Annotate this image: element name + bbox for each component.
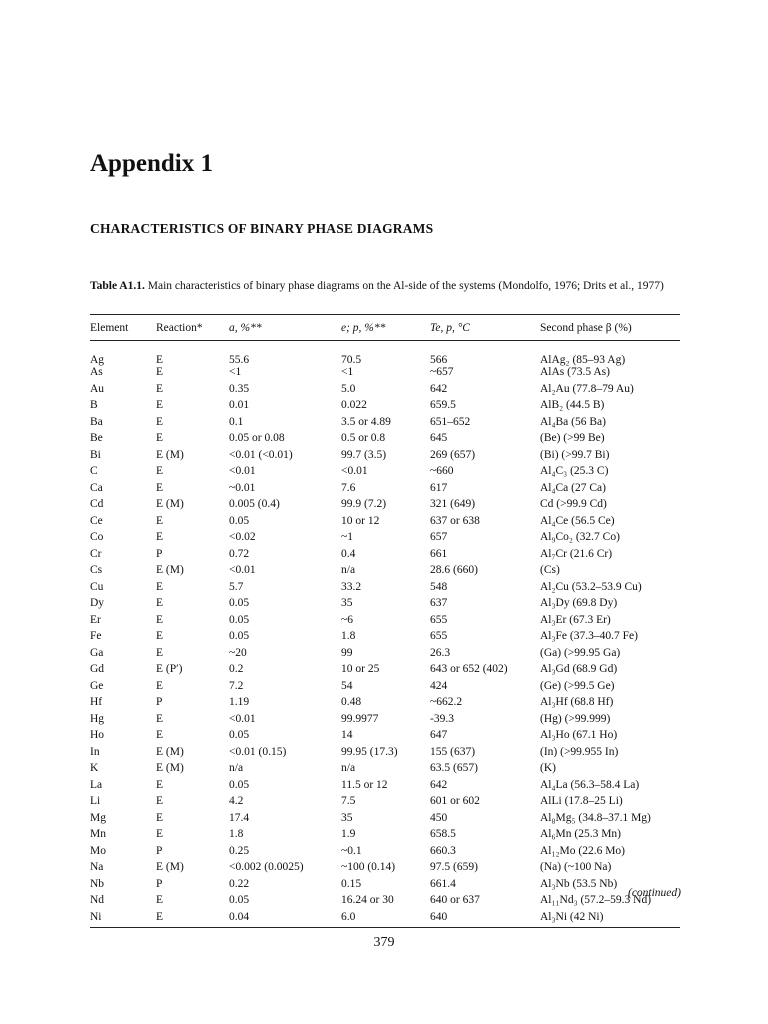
cell-temperature: 655 <box>430 613 448 626</box>
table-row <box>90 746 680 763</box>
cell-a: 0.05 <box>229 613 250 626</box>
cell-element: Nd <box>90 894 105 906</box>
cell-second-phase: Al₈Mg₅ (34.8–37.1 Mg) <box>540 811 651 824</box>
cell-reaction: E <box>156 597 164 609</box>
cell-e-p: 99.9977 <box>341 712 379 725</box>
cell-reaction: E (M) <box>156 745 184 758</box>
cell-e-p: 0.48 <box>341 696 362 708</box>
cell-e-p: ~1 <box>341 531 353 543</box>
cell-element: Be <box>90 432 103 444</box>
cell-reaction: E (M) <box>156 564 184 576</box>
cell-element: Ag <box>90 354 105 366</box>
cell-second-phase: Al₄Ca (27 Ca) <box>540 481 606 494</box>
table-row <box>90 680 680 697</box>
cell-second-phase: Al₁₂Mo (22.6 Mo) <box>540 844 626 857</box>
cell-e-p: 70.5 <box>341 354 362 366</box>
cell-reaction: E <box>156 382 164 395</box>
table-caption <box>90 278 690 294</box>
cell-temperature: ~657 <box>430 366 454 378</box>
cell-temperature: 97.5 (659) <box>430 861 478 873</box>
cell-a: ~0.01 <box>229 481 256 494</box>
cell-a: <0.01 <box>229 564 256 576</box>
cell-e-p: ~0.1 <box>341 844 362 857</box>
cell-a: ~20 <box>229 646 247 659</box>
cell-a: 1.19 <box>229 696 250 708</box>
cell-element: Bi <box>90 448 101 461</box>
cell-element: La <box>90 778 103 791</box>
cell-second-phase: (Cs) <box>540 564 560 576</box>
cell-element: As <box>90 366 103 378</box>
cell-element: In <box>90 745 100 758</box>
cell-second-phase: Al₃Gd (68.9 Gd) <box>540 663 618 675</box>
cell-temperature: 658.5 <box>430 828 456 840</box>
cell-element: Ca <box>90 481 103 494</box>
cell-element: Ga <box>90 646 104 659</box>
cell-a: <0.01 (<0.01) <box>229 448 293 461</box>
cell-e-p: <1 <box>341 366 354 378</box>
cell-second-phase: (Ge) (>99.5 Ge) <box>540 679 615 692</box>
table-row <box>90 828 680 845</box>
cell-temperature: 647 <box>430 729 448 741</box>
cell-a: 1.8 <box>229 828 244 840</box>
cell-e-p: 14 <box>341 729 353 741</box>
cell-second-phase: Al₄Ce (56.5 Ce) <box>540 514 615 527</box>
table-row <box>90 647 680 664</box>
cell-a: 0.25 <box>229 844 250 857</box>
cell-temperature: 450 <box>430 811 448 824</box>
cell-e-p: 33.2 <box>341 580 362 593</box>
cell-e-p: n/a <box>341 564 356 576</box>
cell-a: 0.05 or 0.08 <box>229 432 285 444</box>
cell-e-p: <0.01 <box>341 465 368 477</box>
cell-reaction: E <box>156 415 164 428</box>
table-row <box>90 366 680 383</box>
cell-temperature: 321 (649) <box>430 498 476 510</box>
cell-a: 0.05 <box>229 729 250 741</box>
chapter-title: Appendix 1 <box>90 150 213 177</box>
cell-second-phase: Al₁₁Nd₃ (57.2–59.3 Nd) <box>540 894 652 906</box>
cell-temperature: 63.5 (657) <box>430 762 478 774</box>
cell-second-phase: Al₃Fe (37.3–40.7 Fe) <box>540 630 638 642</box>
cell-temperature: 655 <box>430 630 448 642</box>
cell-reaction: E <box>156 911 229 928</box>
cell-second-phase: AlB₂ (44.5 B) <box>540 399 605 411</box>
cell-second-phase: (K) <box>540 762 556 774</box>
cell-reaction: E <box>156 712 164 725</box>
table-row <box>90 482 680 499</box>
cell-reaction: E <box>156 646 164 659</box>
continued-note: (continued) <box>627 887 681 899</box>
cell-second-phase: AlAg₂ (85–93 Ag) <box>540 354 626 366</box>
cell-second-phase: Al₂Au (77.8–79 Au) <box>540 382 634 395</box>
table-row <box>90 812 680 829</box>
section-title: CHARACTERISTICS OF BINARY PHASE DIAGRAMS <box>90 221 434 236</box>
cell-reaction: P <box>156 696 163 708</box>
cell-reaction: E (M) <box>156 762 184 774</box>
cell-second-phase: Al₃Dy (69.8 Dy) <box>540 597 618 609</box>
cell-reaction: E <box>156 795 164 807</box>
page-number: 379 <box>373 935 395 950</box>
cell-element: Cr <box>90 547 102 560</box>
cell-temperature: 657 <box>430 531 448 543</box>
table-row <box>90 564 680 581</box>
cell-e-p: 1.9 <box>341 828 356 840</box>
phase-diagram-table <box>90 314 680 928</box>
cell-temperature: 601 or 602 <box>430 795 480 807</box>
table-row <box>90 894 680 911</box>
cell-a: 17.4 <box>229 811 250 824</box>
cell-element: Hf <box>90 696 103 708</box>
cell-e-p: 99.7 (3.5) <box>341 448 387 461</box>
cell-element: Mo <box>90 844 106 857</box>
cell-reaction: E <box>156 531 164 543</box>
header-temperature: Te, p, °C <box>430 315 540 341</box>
cell-element: Ba <box>90 415 103 428</box>
cell-second-phase: Al₃Ni (42 Ni) <box>540 911 680 928</box>
cell-temperature: 660.3 <box>430 844 456 857</box>
cell-reaction: E (M) <box>156 498 184 510</box>
cell-reaction: E <box>156 613 164 626</box>
cell-second-phase: Al₃Hf (68.8 Hf) <box>540 696 614 708</box>
cell-temperature: 642 <box>430 778 448 791</box>
cell-a: 0.04 <box>229 911 341 928</box>
cell-element: B <box>90 399 98 411</box>
table-row <box>90 861 680 878</box>
table-row <box>90 416 680 433</box>
cell-a: 0.35 <box>229 382 250 395</box>
cell-e-p: 5.0 <box>341 382 356 395</box>
cell-second-phase: Al₄Ba (56 Ba) <box>540 415 606 428</box>
cell-e-p: 3.5 or 4.89 <box>341 415 391 428</box>
cell-temperature: 28.6 (660) <box>430 564 478 576</box>
cell-element: C <box>90 465 98 477</box>
cell-a: 0.1 <box>229 415 244 428</box>
cell-element: Ho <box>90 729 105 741</box>
cell-reaction: E <box>156 366 164 378</box>
cell-reaction: P <box>156 844 163 857</box>
cell-a: 0.05 <box>229 514 250 527</box>
table-row <box>90 878 680 895</box>
cell-temperature: 155 (637) <box>430 745 476 758</box>
cell-a: 7.2 <box>229 679 244 692</box>
cell-e-p: 1.8 <box>341 630 356 642</box>
cell-e-p: 54 <box>341 679 353 692</box>
table-row <box>90 630 680 647</box>
cell-temperature: 645 <box>430 432 448 444</box>
cell-e-p: 99.95 (17.3) <box>341 745 398 758</box>
table-label: Table A1.1. <box>90 280 145 292</box>
cell-second-phase: Al₆Mn (25.3 Mn) <box>540 828 621 840</box>
table-row <box>90 498 680 515</box>
table-row <box>90 779 680 796</box>
table-row <box>90 729 680 746</box>
cell-a: <0.01 (0.15) <box>229 745 287 758</box>
cell-a: 55.6 <box>229 354 250 366</box>
table-row <box>90 795 680 812</box>
cell-reaction: E <box>156 811 164 824</box>
cell-second-phase: (Be) (>99 Be) <box>540 432 605 444</box>
cell-second-phase: Al₄La (56.3–58.4 La) <box>540 778 640 791</box>
cell-element: Li <box>90 795 101 807</box>
cell-reaction: E <box>156 481 164 494</box>
cell-temperature: 566 <box>430 354 448 366</box>
table-row <box>90 432 680 449</box>
cell-reaction: E <box>156 894 164 906</box>
table-row <box>90 713 680 730</box>
cell-reaction: E (M) <box>156 448 184 461</box>
cell-reaction: E <box>156 432 164 444</box>
cell-e-p: ~6 <box>341 613 353 626</box>
cell-element: Mn <box>90 828 106 840</box>
cell-reaction: E <box>156 679 164 692</box>
cell-element: Cu <box>90 580 104 593</box>
cell-a: 0.2 <box>229 663 244 675</box>
header-reaction: Reaction* <box>156 315 229 341</box>
cell-e-p: 11.5 or 12 <box>341 778 388 791</box>
cell-second-phase: Al₃Ho (67.1 Ho) <box>540 729 618 741</box>
cell-reaction: E <box>156 828 164 840</box>
cell-second-phase: Al₇Cr (21.6 Cr) <box>540 547 613 560</box>
header-element: Element <box>90 315 156 341</box>
cell-second-phase: (In) (>99.955 In) <box>540 745 619 758</box>
cell-temperature: -39.3 <box>430 712 454 725</box>
cell-e-p: 0.5 or 0.8 <box>341 432 386 444</box>
table-row <box>90 581 680 598</box>
cell-element: Au <box>90 382 105 395</box>
cell-reaction: E <box>156 514 164 527</box>
cell-a: <1 <box>229 366 242 378</box>
cell-e-p: 10 or 12 <box>341 514 380 527</box>
cell-temperature: 637 or 638 <box>430 514 480 527</box>
cell-e-p: 0.15 <box>341 877 362 890</box>
cell-temperature: 642 <box>430 382 448 395</box>
cell-second-phase: Al₃Er (67.3 Er) <box>540 613 611 626</box>
cell-reaction: E <box>156 354 164 366</box>
cell-reaction: E (M) <box>156 861 184 873</box>
cell-temperature: 269 (657) <box>430 448 476 461</box>
table-row <box>90 341 680 367</box>
cell-a: <0.002 (0.0025) <box>229 861 304 873</box>
cell-reaction: E (P′) <box>156 663 183 675</box>
cell-element: Nb <box>90 877 105 890</box>
cell-element: Fe <box>90 630 102 642</box>
cell-e-p: 10 or 25 <box>341 663 380 675</box>
cell-reaction: E <box>156 580 164 593</box>
cell-element: Na <box>90 861 104 873</box>
cell-reaction: E <box>156 630 164 642</box>
header-row <box>90 315 680 341</box>
cell-element: K <box>90 762 99 774</box>
cell-element: Ge <box>90 679 104 692</box>
table-row <box>90 696 680 713</box>
cell-e-p: 6.0 <box>341 911 430 928</box>
table-row <box>90 465 680 482</box>
table-row <box>90 911 680 928</box>
cell-reaction: E <box>156 778 164 791</box>
table-row <box>90 663 680 680</box>
cell-e-p: 99.9 (7.2) <box>341 498 387 510</box>
header-a: a, %** <box>229 315 341 341</box>
table-caption-text: Main characteristics of binary phase diagrams on the Al-side of the systems (Mondolfo, 1976; Drits et al., 1977) <box>144 280 664 292</box>
cell-temperature: 659.5 <box>430 399 456 411</box>
cell-e-p: 7.6 <box>341 481 356 494</box>
table-header <box>90 315 680 341</box>
cell-e-p: 0.4 <box>341 547 356 560</box>
cell-element: Co <box>90 531 104 543</box>
cell-a: 4.2 <box>229 795 244 807</box>
cell-a: 5.7 <box>229 580 244 593</box>
cell-second-phase: (Bi) (>99.7 Bi) <box>540 448 610 461</box>
table-row <box>90 383 680 400</box>
cell-temperature: 643 or 652 (402) <box>430 663 508 675</box>
cell-temperature: 651–652 <box>430 415 471 428</box>
cell-temperature: 26.3 <box>430 646 451 659</box>
cell-reaction: E <box>156 399 164 411</box>
cell-temperature: ~660 <box>430 465 454 477</box>
cell-element: Ce <box>90 514 103 527</box>
cell-e-p: 7.5 <box>341 795 356 807</box>
table-row <box>90 597 680 614</box>
cell-element: Gd <box>90 663 105 675</box>
cell-temperature: 637 <box>430 597 448 609</box>
cell-temperature: 617 <box>430 481 448 494</box>
cell-a: <0.01 <box>229 465 256 477</box>
cell-element: Cd <box>90 498 104 510</box>
cell-second-phase: (Na) (~100 Na) <box>540 861 612 873</box>
cell-e-p: 35 <box>341 597 353 609</box>
cell-element: Dy <box>90 597 105 609</box>
cell-element: Hg <box>90 712 105 725</box>
cell-reaction: E <box>156 465 164 477</box>
table-row <box>90 531 680 548</box>
cell-a: <0.02 <box>229 531 256 543</box>
cell-e-p: ~100 (0.14) <box>341 861 396 873</box>
cell-e-p: 0.022 <box>341 399 367 411</box>
cell-reaction: P <box>156 877 163 890</box>
header-e-p: e; p, %** <box>341 315 430 341</box>
table-row <box>90 515 680 532</box>
cell-element: Mg <box>90 811 106 824</box>
cell-element: Er <box>90 613 101 626</box>
cell-second-phase: AlLi (17.8–25 Li) <box>540 795 623 807</box>
cell-second-phase: Al₄C₃ (25.3 C) <box>540 465 609 477</box>
cell-a: 0.05 <box>229 630 250 642</box>
cell-second-phase: Cd (>99.9 Cd) <box>540 498 607 510</box>
table-row <box>90 399 680 416</box>
cell-second-phase: (Ga) (>99.95 Ga) <box>540 646 621 659</box>
cell-element: Ni <box>90 911 156 928</box>
cell-e-p: n/a <box>341 762 356 774</box>
cell-temperature: 640 <box>430 911 540 928</box>
cell-a: 0.22 <box>229 877 250 890</box>
cell-a: 0.01 <box>229 399 250 411</box>
table-row <box>90 762 680 779</box>
cell-a: 0.05 <box>229 894 250 906</box>
header-second-phase: Second phase β (%) <box>540 315 680 341</box>
cell-a: 0.72 <box>229 547 250 560</box>
cell-second-phase: AlAs (73.5 As) <box>540 366 610 378</box>
cell-temperature: 661.4 <box>430 877 456 890</box>
cell-a: 0.05 <box>229 597 250 609</box>
cell-second-phase: Al₉Co₂ (32.7 Co) <box>540 531 620 543</box>
cell-temperature: 424 <box>430 679 448 692</box>
cell-second-phase: (Hg) (>99.999) <box>540 712 611 725</box>
cell-temperature: 548 <box>430 580 448 593</box>
cell-e-p: 99 <box>341 646 353 659</box>
table-row <box>90 548 680 565</box>
table-row <box>90 845 680 862</box>
table-row <box>90 614 680 631</box>
cell-a: 0.05 <box>229 778 250 791</box>
cell-a: <0.01 <box>229 712 256 725</box>
cell-e-p: 35 <box>341 811 353 824</box>
cell-e-p: 16.24 or 30 <box>341 894 394 906</box>
table-body <box>90 341 680 928</box>
cell-second-phase: Al₂Cu (53.2–53.9 Cu) <box>540 580 642 593</box>
cell-a: n/a <box>229 762 244 774</box>
cell-a: 0.005 (0.4) <box>229 498 280 510</box>
cell-temperature: ~662.2 <box>430 696 463 708</box>
cell-element: Cs <box>90 564 103 576</box>
cell-temperature: 640 or 637 <box>430 894 480 906</box>
cell-second-phase: Al₃Nb (53.5 Nb) <box>540 877 618 890</box>
cell-reaction: E <box>156 729 164 741</box>
cell-reaction: P <box>156 547 163 560</box>
table-row <box>90 449 680 466</box>
cell-temperature: 661 <box>430 547 448 560</box>
